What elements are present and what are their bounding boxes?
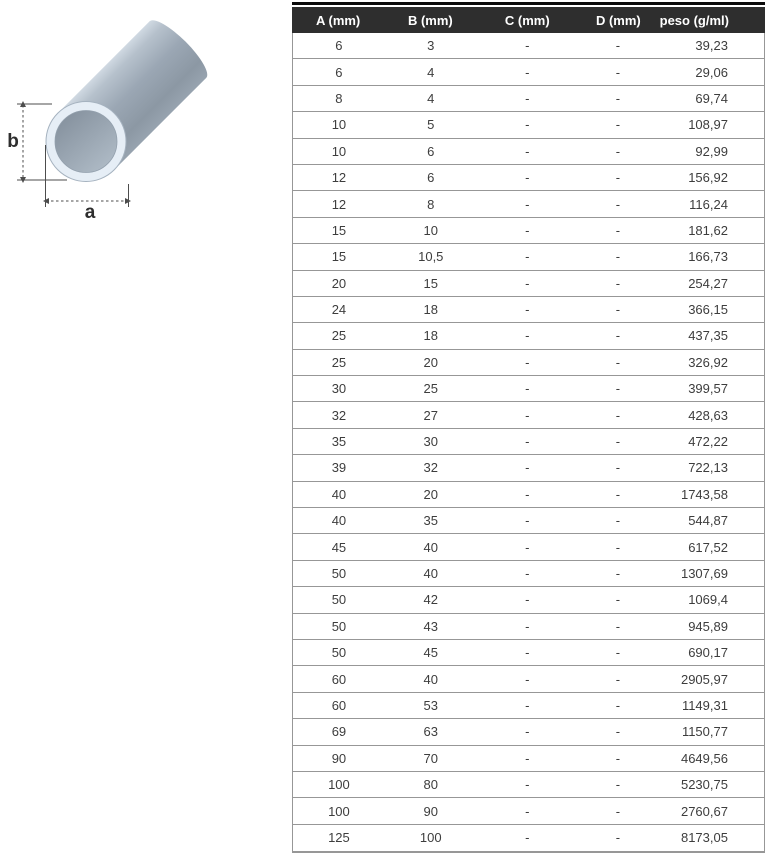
header-peso: peso (g/ml) (659, 12, 729, 28)
table-row (293, 191, 764, 217)
cell-c: - (525, 196, 530, 212)
cell-b: 8 (427, 196, 435, 212)
cell-d: - (615, 618, 621, 634)
cell-peso: 326,92 (688, 354, 728, 370)
cell-b: 30 (423, 434, 438, 450)
cell-a: 10 (331, 143, 347, 159)
cell-b: 100 (419, 830, 442, 846)
cell-b: 70 (423, 750, 438, 766)
cell-d: - (615, 222, 621, 238)
cell-c: - (525, 381, 530, 397)
cell-a: 25 (331, 354, 347, 370)
cell-peso: 156,92 (688, 170, 728, 186)
cell-c: - (525, 724, 530, 740)
cell-b: 53 (423, 697, 438, 713)
cell-a: 69 (331, 724, 347, 740)
table-row (293, 297, 764, 323)
cell-c: - (525, 354, 530, 370)
table-row (293, 587, 764, 613)
cell-c: - (525, 618, 530, 634)
cell-a: 60 (331, 671, 347, 687)
cell-c: - (525, 645, 530, 661)
cell-d: - (615, 830, 621, 846)
cell-d: - (615, 539, 621, 555)
cell-b: 4 (427, 64, 435, 80)
cell-b: 6 (427, 143, 435, 159)
cell-d: - (615, 697, 621, 713)
cell-peso: 690,17 (688, 645, 728, 661)
cell-peso: 2905,97 (680, 671, 728, 687)
cell-c: - (525, 302, 530, 318)
cell-c: - (525, 249, 530, 265)
cell-a: 50 (331, 645, 347, 661)
cell-d: - (615, 513, 621, 529)
cell-c: - (525, 275, 530, 291)
cell-c: - (525, 143, 530, 159)
cell-a: 15 (331, 222, 347, 238)
cell-d: - (615, 38, 621, 54)
table-row (293, 323, 764, 349)
cell-d: - (615, 671, 621, 687)
cell-c: - (525, 513, 530, 529)
header-b-mm: B (mm) (407, 12, 453, 28)
cell-peso: 1149,31 (681, 697, 728, 713)
cell-peso: 2760,67 (680, 803, 728, 819)
tube-diagram (0, 0, 290, 240)
cell-a: 50 (331, 592, 347, 608)
cell-peso: 1150,77 (681, 724, 728, 740)
dim-label-a: a (84, 202, 96, 223)
cell-b: 15 (423, 275, 438, 291)
cell-d: - (615, 381, 621, 397)
cell-c: - (525, 407, 530, 423)
table-row (293, 614, 764, 640)
cell-peso: 92,99 (695, 143, 728, 159)
cell-d: - (615, 460, 621, 476)
dim-label-b: b (7, 131, 19, 152)
cell-peso: 116,24 (689, 196, 728, 212)
table-row (293, 772, 764, 798)
cell-a: 60 (331, 697, 347, 713)
cell-peso: 5230,75 (680, 777, 728, 793)
cell-d: - (615, 275, 621, 291)
cell-peso: 428,63 (688, 407, 728, 423)
cell-c: - (525, 90, 530, 106)
table-row (293, 112, 764, 138)
header-d-mm: D (mm) (595, 12, 641, 28)
cell-b: 25 (423, 381, 438, 397)
cell-peso: 617,52 (688, 539, 728, 555)
cell-a: 35 (331, 434, 347, 450)
table-row (293, 350, 764, 376)
cell-b: 10 (423, 222, 438, 238)
cell-b: 40 (423, 671, 438, 687)
cell-b: 32 (423, 460, 438, 476)
cell-peso: 722,13 (688, 460, 728, 476)
cell-b: 90 (423, 803, 438, 819)
cell-a: 40 (331, 486, 347, 502)
cell-b: 63 (423, 724, 438, 740)
table-body (292, 33, 765, 853)
table-header-row (292, 7, 765, 33)
cell-b: 40 (423, 566, 438, 581)
header-c-mm: C (mm) (504, 12, 550, 28)
cell-d: - (615, 750, 621, 766)
table-row (293, 825, 764, 851)
tube-inner-hole (55, 111, 117, 173)
cell-a: 6 (335, 64, 343, 80)
cell-a: 50 (331, 618, 347, 634)
cell-a: 50 (331, 566, 347, 581)
cell-a: 125 (328, 830, 350, 846)
table-row (293, 165, 764, 191)
cell-peso: 8173,05 (680, 830, 728, 846)
cell-d: - (615, 803, 621, 819)
cell-peso: 181,62 (688, 222, 728, 238)
cell-a: 6 (335, 38, 343, 54)
cell-c: - (525, 328, 530, 344)
cell-peso: 544,87 (688, 513, 728, 529)
cell-b: 20 (423, 354, 438, 370)
cell-d: - (615, 90, 621, 106)
cell-d: - (615, 117, 621, 133)
cell-peso: 437,35 (688, 328, 728, 344)
cell-a: 45 (331, 539, 347, 555)
cell-a: 25 (331, 328, 347, 344)
cell-b: 40 (423, 539, 438, 555)
cell-c: - (525, 803, 530, 819)
cell-b: 42 (423, 592, 438, 608)
cell-peso: 29,06 (695, 64, 728, 80)
cell-b: 18 (423, 302, 438, 318)
cell-b: 80 (423, 777, 438, 793)
cell-d: - (615, 170, 621, 186)
cell-a: 12 (331, 196, 347, 212)
table-row (293, 640, 764, 666)
cell-b: 35 (423, 513, 438, 529)
cell-peso: 166,73 (688, 249, 728, 265)
table-row (293, 402, 764, 428)
cell-d: - (615, 302, 621, 318)
cell-c: - (525, 222, 530, 238)
table-row (293, 33, 764, 59)
cell-a: 100 (328, 777, 350, 793)
cell-b: 10,5 (418, 249, 444, 265)
table-row (293, 746, 764, 772)
table-row (293, 798, 764, 824)
cell-c: - (525, 539, 530, 555)
cell-peso: 1743,58 (680, 486, 728, 502)
table-row (293, 508, 764, 534)
cell-b: 6 (427, 170, 435, 186)
cell-a: 40 (331, 513, 347, 529)
cell-b: 27 (423, 407, 438, 423)
cell-b: 45 (423, 645, 438, 661)
cell-c: - (525, 434, 530, 450)
cell-c: - (525, 170, 530, 186)
cell-d: - (615, 724, 621, 740)
cell-a: 32 (331, 407, 347, 423)
cell-b: 18 (423, 328, 438, 344)
cell-b: 4 (427, 90, 435, 106)
cell-d: - (615, 196, 621, 212)
cell-peso: 1069,4 (688, 592, 728, 608)
cell-c: - (525, 460, 530, 476)
cell-b: 3 (427, 38, 435, 54)
cell-a: 30 (331, 381, 347, 397)
header-a-mm: A (mm) (315, 12, 361, 28)
cell-d: - (615, 566, 621, 581)
cell-a: 90 (331, 750, 347, 766)
cell-d: - (615, 486, 621, 502)
cell-d: - (615, 645, 621, 661)
cell-peso: 254,27 (688, 275, 728, 291)
table-row (293, 561, 764, 587)
cell-a: 8 (335, 90, 343, 106)
cell-c: - (525, 592, 530, 608)
cell-d: - (615, 143, 621, 159)
cell-a: 100 (328, 803, 350, 819)
cell-b: 43 (423, 618, 438, 634)
table-row (293, 719, 764, 745)
table-row (293, 455, 764, 481)
cell-peso: 39,23 (695, 38, 728, 54)
cell-c: - (525, 671, 530, 687)
table-row (293, 218, 764, 244)
cell-peso: 945,89 (688, 618, 728, 634)
cell-c: - (525, 697, 530, 713)
cell-c: - (525, 566, 530, 581)
cell-d: - (615, 777, 621, 793)
table-row (293, 482, 764, 508)
table-row (293, 139, 764, 165)
cell-a: 12 (331, 170, 347, 186)
table-row (293, 429, 764, 455)
cell-d: - (615, 407, 621, 423)
cell-d: - (615, 249, 621, 265)
cell-b: 5 (427, 117, 435, 133)
cell-d: - (615, 354, 621, 370)
cell-peso: 472,22 (688, 434, 728, 450)
cell-peso: 4649,56 (680, 750, 728, 766)
cell-a: 15 (331, 249, 347, 265)
cell-peso: 399,57 (688, 381, 728, 397)
table-row (293, 534, 764, 560)
cell-c: - (525, 64, 530, 80)
table-row (293, 59, 764, 85)
cell-a: 20 (331, 275, 347, 291)
table-row (293, 244, 764, 270)
table-row (293, 86, 764, 112)
profile-spec-table (292, 2, 765, 853)
cell-b: 20 (423, 486, 438, 502)
table-row (293, 666, 764, 692)
cell-a: 24 (331, 302, 347, 318)
cell-d: - (615, 328, 621, 344)
cell-peso: 69,74 (695, 90, 728, 106)
cell-a: 10 (331, 117, 347, 133)
cell-c: - (525, 117, 530, 133)
table-row (293, 376, 764, 402)
cell-d: - (615, 64, 621, 80)
cell-c: - (525, 486, 530, 502)
cell-c: - (525, 830, 530, 846)
cell-c: - (525, 38, 530, 54)
cell-d: - (615, 434, 621, 450)
cell-a: 39 (331, 460, 347, 476)
table-row (293, 271, 764, 297)
cell-peso: 1307,69 (680, 566, 728, 581)
cell-c: - (525, 777, 530, 793)
cell-c: - (525, 750, 530, 766)
table-row (293, 693, 764, 719)
cell-peso: 108,97 (688, 117, 728, 133)
cell-peso: 366,15 (688, 302, 728, 318)
cell-d: - (615, 592, 621, 608)
